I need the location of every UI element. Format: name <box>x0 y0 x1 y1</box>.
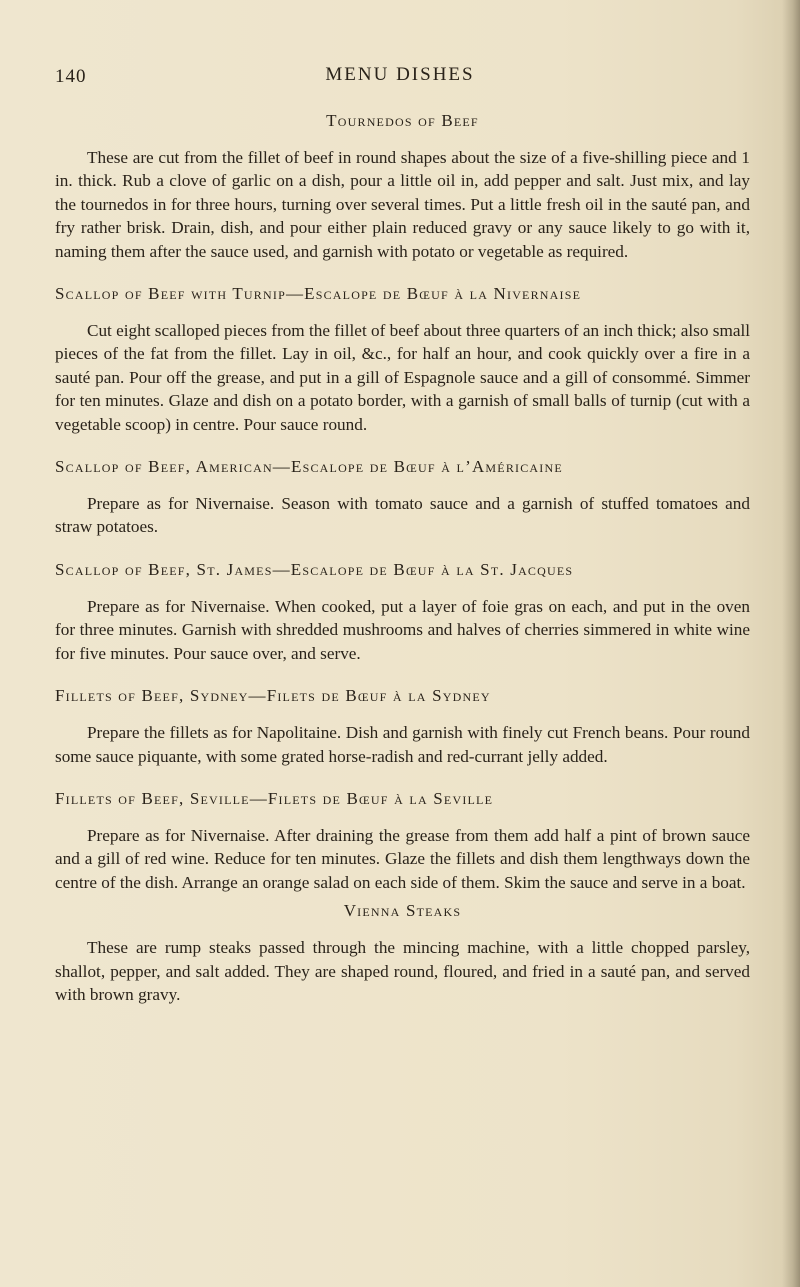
page-edge-shadow <box>782 0 800 1287</box>
section-title: Tournedos of Beef <box>326 111 479 130</box>
section-title: Scallop of Beef, American—Escalope de Bœuf à l’Américaine <box>55 457 563 477</box>
section-title: Fillets of Beef, Seville—Filets de Bœuf à la Seville <box>55 788 494 808</box>
recipe-section <box>55 110 750 263</box>
section-title: Scallop of Beef with Turnip—Escalope de Bœuf à la Nivernaise <box>55 284 582 304</box>
recipe-section <box>55 685 750 768</box>
section-text: Prepare as for Nivernaise. After draining the grease from them add half a pint of brown sauce and a gill of red wine. Reduce for ten minutes. Glaze the fillets and dish them lengthways down the centre of the dish. Arrange an orange salad on each side of them. Skim the sauce and serve in a boat. <box>55 825 750 892</box>
section-text: These are cut from the fillet of beef in round shapes about the size of a five-shilling piece and 1 in. thick. Rub a clove of garlic on a dish, pour a little oil in, add pepper and salt. Just mix, and lay the tournedos in for three hours, turning over several times. Put a little fresh oil in the sauté pan, and fry rather brisk. Drain, dish, and pour either plain reduced gravy or any sauce likely to go with it, naming them after the sauce used, and garnish with potato or vegetable as required. <box>55 148 750 261</box>
section-title: Scallop of Beef, St. James—Escalope de Bœuf à la St. Jacques <box>55 559 574 579</box>
recipe-section <box>55 900 750 1006</box>
section-text: Prepare as for Nivernaise. Season with tomato sauce and a garnish of stuffed tomatoes and straw potatoes. <box>55 494 750 537</box>
section-text: These are rump steaks passed through the mincing machine, with a little chopped parsley, shallot, pepper, and salt added. They are shaped round, floured, and fried in a sauté pan, and served with brown gravy. <box>55 938 750 1004</box>
section-text: Prepare the fillets as for Napolitaine. Dish and garnish with finely cut French beans. Pour round some sauce piquante, with some grated horse-radish and red-currant jelly added. <box>55 723 750 766</box>
recipe-section <box>55 559 750 665</box>
page-header <box>55 62 745 92</box>
recipe-section <box>55 456 750 539</box>
running-title: MENU DISHES <box>325 64 475 85</box>
section-text: Prepare as for Nivernaise. When cooked, put a layer of foie gras on each, and put in the oven for three minutes. Garnish with shredded mushrooms and halves of cherries simmered in white wine for five minutes. Pour sauce over, and serve. <box>55 596 750 663</box>
section-title: Fillets of Beef, Sydney—Filets de Bœuf à la Sydney <box>55 686 491 706</box>
section-text: Cut eight scalloped pieces from the fillet of beef about three quarters of an inch thick; also small pieces of the fat from the fillet. Lay in oil, &c., for half an hour, and cook quickly over a fire in a sauté pan. Pour off the grease, and put in a gill of Espagnole sauce and a gill of consommé. Simmer for ten minutes. Glaze and dish on a potato border, with a garnish of small balls of turnip (cut with a vegetable scoop) in centre. Pour sauce round. <box>55 321 750 434</box>
recipe-section <box>55 283 750 436</box>
page-number: 140 <box>55 66 87 87</box>
recipe-section <box>55 788 750 894</box>
page-content <box>55 110 750 1006</box>
section-title: Vienna Steaks <box>343 901 462 921</box>
